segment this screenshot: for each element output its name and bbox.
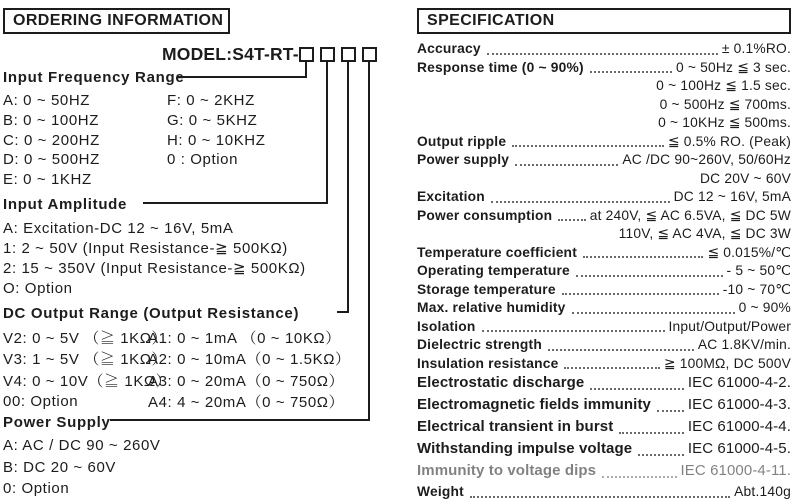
- ordering-section-title: [3, 8, 230, 34]
- dotted-leader: [548, 349, 694, 351]
- dotted-leader: [512, 145, 664, 147]
- spec-value: IEC 61000-4-2.: [687, 374, 791, 391]
- spec-row: [417, 356, 791, 375]
- spec-label: Excitation: [417, 189, 485, 204]
- model-digit-box: [320, 47, 335, 62]
- spec-row: [417, 41, 791, 60]
- spec-label: Insulation resistance: [417, 355, 559, 371]
- ordering-item: V2: 0 ~ 5V （≧ 1KΩ）: [3, 330, 168, 348]
- spec-value: AC 1.8KV/min.: [697, 337, 791, 352]
- spec-section-title: [417, 8, 791, 34]
- spec-row: [417, 319, 791, 338]
- spec-label: Immunity to voltage dips: [417, 462, 597, 479]
- spec-row: [417, 300, 791, 319]
- ordering-row: [3, 327, 351, 348]
- ordering-item: V3: 1 ~ 5V （≧ 1KΩ）: [3, 351, 168, 369]
- spec-row-continuation: [417, 97, 791, 116]
- ordering-row: [3, 348, 351, 369]
- ordering-row: [3, 478, 161, 500]
- spec-label: Dielectric strength: [417, 337, 542, 352]
- ordering-row: [3, 150, 266, 170]
- ordering-row: [3, 435, 161, 457]
- dotted-leader: [470, 496, 730, 498]
- input-amplitude-list: [3, 218, 306, 298]
- ordering-item: A2: 0 ~ 10mA（0 ~ 1.5KΩ）: [148, 351, 351, 369]
- spec-label: Power consumption: [417, 207, 553, 223]
- model-digit-box: [341, 47, 356, 62]
- ordering-row: [3, 391, 351, 412]
- spec-row: [417, 396, 791, 418]
- model-digit-box: [362, 47, 377, 62]
- ordering-row: [3, 457, 161, 479]
- dotted-leader: [590, 71, 672, 73]
- group-heading-dc-output-range: DC Output Range (Output Resistance): [3, 305, 300, 322]
- spec-row-continuation: [417, 78, 791, 97]
- ordering-row: [3, 218, 306, 238]
- ordering-item: A: AC / DC 90 ~ 260V: [3, 437, 161, 455]
- dotted-leader: [515, 164, 618, 166]
- spec-label: Power supply: [417, 152, 510, 167]
- spec-row: [417, 134, 791, 153]
- spec-row: [417, 337, 791, 356]
- spec-row: [417, 245, 791, 264]
- dotted-leader: [572, 312, 735, 314]
- spec-row: [417, 152, 791, 171]
- spec-value: IEC 61000-4-5.: [687, 440, 791, 457]
- ordering-item: A3: 0 ~ 20mA（0 ~ 750Ω）: [148, 372, 345, 390]
- spec-value: 0 ~ 90%: [738, 300, 791, 315]
- ordering-item: A: 0 ~ 50HZ: [3, 92, 91, 110]
- ordering-row: [3, 170, 266, 190]
- dotted-leader: [619, 432, 684, 434]
- ordering-item: A: Excitation-DC 12 ~ 16V, 5mA: [3, 219, 234, 237]
- spec-title-text: SPECIFICATION: [427, 12, 555, 29]
- spec-label: Max. relative humidity: [417, 300, 566, 315]
- input-frequency-range-list: [3, 91, 266, 189]
- spec-value: Input/Output/Power: [668, 318, 791, 334]
- connector-vline-2: [326, 62, 328, 204]
- spec-value: IEC 61000-4-11.: [680, 462, 791, 479]
- spec-label: Weight: [417, 484, 464, 499]
- ordering-item: 0 : Option: [167, 151, 239, 169]
- spec-value: ≦ 0.015%/℃: [707, 244, 791, 260]
- group-heading-power-supply: Power Supply: [3, 414, 111, 431]
- spec-value: 0 ~ 500Hz ≦ 700ms.: [659, 96, 791, 112]
- group-heading-input-amplitude: Input Amplitude: [3, 196, 128, 213]
- connector-hline-1: [177, 76, 307, 78]
- spec-value: ≦ 0.5% RO. (Peak): [667, 133, 791, 149]
- spec-value: 110V, ≦ AC 4VA, ≦ DC 3W: [618, 226, 791, 241]
- spec-label: Operating temperature: [417, 263, 570, 278]
- ordering-item: 0: Option: [3, 480, 70, 498]
- connector-hline-2: [143, 202, 328, 204]
- ordering-row: [3, 258, 306, 278]
- ordering-item: C: 0 ~ 200HZ: [3, 131, 100, 149]
- ordering-row: [3, 130, 266, 150]
- ordering-item: 1: 2 ~ 50V (Input Resistance-≧ 500KΩ): [3, 240, 288, 257]
- spec-value: ± 0.1%RO.: [721, 41, 791, 56]
- spec-label: Response time (0 ~ 90%): [417, 59, 584, 75]
- spec-label: Accuracy: [417, 41, 481, 56]
- spec-row: [417, 282, 791, 301]
- spec-value: DC 12 ~ 16V, 5mA: [673, 189, 791, 204]
- dotted-leader: [657, 410, 684, 412]
- power-supply-list: [3, 435, 161, 500]
- spec-row: [417, 462, 791, 484]
- spec-row: [417, 263, 791, 282]
- spec-value: IEC 61000-4-3.: [687, 396, 791, 413]
- spec-value: at 240V, ≦ AC 6.5VA, ≦ DC 5W: [589, 207, 791, 223]
- spec-value: 0 ~ 50Hz ≦ 3 sec.: [675, 59, 791, 75]
- ordering-item: D: 0 ~ 500HZ: [3, 151, 100, 169]
- dc-output-range-list: [3, 327, 351, 412]
- ordering-item: A4: 4 ~ 20mA（0 ~ 750Ω）: [148, 394, 345, 412]
- spec-value: IEC 61000-4-4.: [687, 418, 791, 435]
- ordering-row: [3, 278, 306, 298]
- spec-row: [417, 440, 791, 462]
- spec-label: Temperature coefficient: [417, 244, 577, 260]
- ordering-item: B: 0 ~ 100HZ: [3, 112, 99, 130]
- dotted-leader: [564, 367, 659, 369]
- dotted-leader: [576, 275, 723, 277]
- ordering-row: [3, 238, 306, 258]
- ordering-row: [3, 91, 266, 111]
- ordering-row: [3, 370, 351, 391]
- connector-vline-4: [368, 62, 370, 421]
- ordering-item: V4: 0 ~ 10V（≧ 1KΩ）: [3, 372, 172, 390]
- dotted-leader: [590, 388, 683, 390]
- dotted-leader: [583, 256, 704, 258]
- spec-value: 0 ~ 10KHz ≦ 500ms.: [658, 115, 791, 130]
- ordering-title-text: ORDERING INFORMATION: [13, 12, 224, 29]
- spec-table: [417, 41, 791, 503]
- ordering-row: [3, 111, 266, 131]
- spec-label: Isolation: [417, 318, 476, 334]
- connector-vline-3: [347, 62, 349, 313]
- spec-label: Output ripple: [417, 133, 507, 149]
- ordering-item: B: DC 20 ~ 60V: [3, 458, 117, 476]
- ordering-item: H: 0 ~ 10KHZ: [167, 131, 266, 149]
- ordering-item: 00: Option: [3, 393, 79, 411]
- model-number-label: MODEL:S4T-RT-: [162, 44, 299, 64]
- spec-row: [417, 374, 791, 396]
- dotted-leader: [487, 53, 718, 55]
- ordering-item: E: 0 ~ 1KHZ: [3, 171, 92, 189]
- spec-row-continuation: [417, 115, 791, 134]
- spec-row: [417, 208, 791, 227]
- spec-value: DC 20V ~ 60V: [700, 170, 791, 186]
- ordering-item: A1: 0 ~ 1mA （0 ~ 10KΩ）: [148, 330, 341, 348]
- spec-row-continuation: [417, 171, 791, 190]
- model-digit-box: [299, 47, 314, 62]
- spec-row: [417, 189, 791, 208]
- spec-value: ≧ 100MΩ, DC 500V: [663, 355, 791, 371]
- spec-value: Abt.140g: [734, 484, 791, 499]
- spec-label: Electromagnetic fields immunity: [417, 396, 651, 413]
- ordering-item: 2: 15 ~ 350V (Input Resistance-≧ 500KΩ): [3, 260, 306, 277]
- spec-label: Storage temperature: [417, 281, 556, 297]
- model-digit-boxes: [299, 47, 377, 62]
- spec-value: AC /DC 90~260V, 50/60Hz: [622, 152, 791, 167]
- ordering-item: O: Option: [3, 279, 73, 297]
- dotted-leader: [638, 454, 684, 456]
- spec-row: [417, 60, 791, 79]
- dotted-leader: [558, 219, 585, 221]
- dotted-leader: [562, 293, 719, 295]
- dotted-leader: [482, 330, 665, 332]
- spec-row-continuation: [417, 226, 791, 245]
- connector-hline-3: [337, 311, 349, 313]
- spec-label: Withstanding impulse voltage: [417, 440, 633, 457]
- spec-label: Electrical transient in burst: [417, 418, 614, 435]
- ordering-item: G: 0 ~ 5KHZ: [167, 112, 258, 130]
- dotted-leader: [491, 201, 670, 203]
- spec-value: - 5 ~ 50℃: [726, 263, 791, 278]
- group-heading-input-frequency-range: Input Frequency Range: [3, 69, 185, 86]
- dotted-leader: [602, 476, 676, 478]
- spec-row: [417, 484, 791, 503]
- ordering-item: F: 0 ~ 2KHZ: [167, 92, 255, 110]
- connector-hline-4: [110, 419, 370, 421]
- spec-value: 0 ~ 100Hz ≦ 1.5 sec.: [656, 78, 791, 93]
- spec-label: Electrostatic discharge: [417, 374, 585, 391]
- spec-row: [417, 418, 791, 440]
- spec-value: -10 ~ 70℃: [722, 281, 791, 297]
